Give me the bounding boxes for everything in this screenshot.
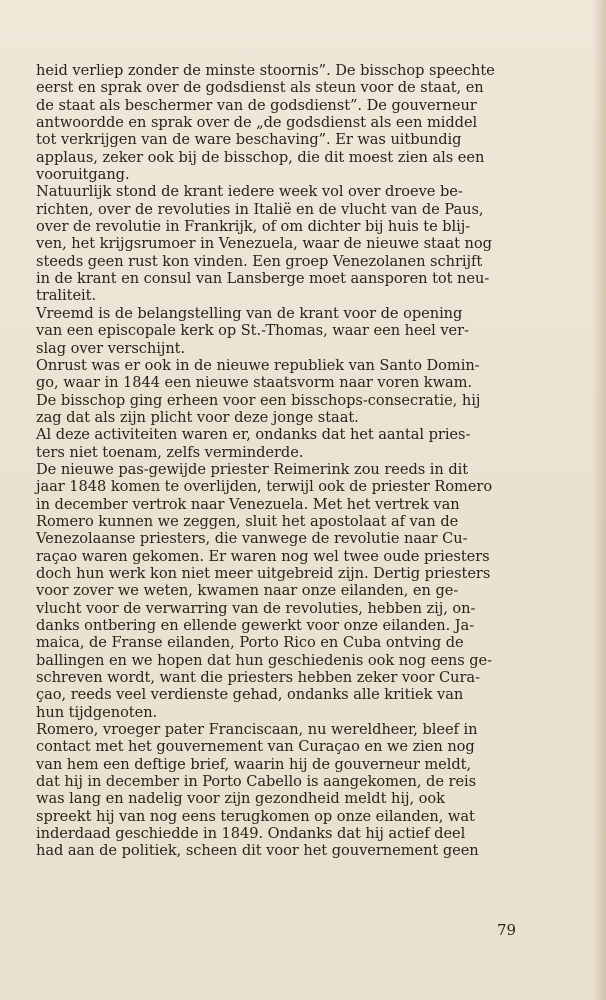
text-line: hun tijdgenoten.	[36, 703, 158, 721]
text-line: Romero kunnen we zeggen, sluit het apostolaat af van de	[36, 512, 459, 530]
text-line: vooruitgang.	[36, 166, 130, 184]
text-line: in de krant en consul van Lansberge moet aansporen tot neu-	[36, 270, 490, 288]
text-line: Natuurlijk stond de krant iedere week vol over droeve be-	[36, 183, 463, 201]
text-line: had aan de politiek, scheen dit voor het gouvernement geen	[36, 842, 479, 860]
text-line: antwoordde en sprak over de „de godsdienst als een middel	[36, 114, 478, 132]
text-line: contact met het gouvernement van Curaçao en we zien nog	[36, 738, 475, 756]
text-line: danks ontbering en ellende gewerkt voor onze eilanden. Ja-	[36, 617, 475, 634]
text-line: van hem een deftige brief, waarin hij de gouverneur meldt,	[36, 755, 472, 773]
text-line: Romero, vroeger pater Franciscaan, nu wereldheer, bleef in	[36, 721, 478, 739]
text-line: ters niet toenam, zelfs verminderde.	[36, 443, 304, 461]
text-line: slag over verschijnt.	[36, 339, 186, 357]
text-line: maica, de Franse eilanden, Porto Rico en Cuba ontving de	[36, 634, 464, 652]
body-text	[36, 62, 523, 860]
text-line: raçao waren gekomen. Er waren nog wel twee oude priesters	[36, 547, 490, 565]
text-line: vlucht voor de verwarring van de revoluties, hebben zij, on-	[36, 599, 476, 617]
text-line: Onrust was er ook in de nieuwe republiek van Santo Domin-	[36, 356, 480, 374]
text-line: doch hun werk kon niet meer uitgebreid zijn. Dertig priesters	[36, 564, 491, 582]
text-line: çao, reeds veel verdienste gehad, ondanks alle kritiek van	[36, 686, 464, 704]
text-line: applaus, zeker ook bij de bisschop, die dit moest zien als een	[36, 148, 485, 166]
text-line: van een episcopale kerk op St.-Thomas, waar een heel ver-	[36, 322, 469, 340]
text-line: ven, het krijgsrumoer in Venezuela, waar de nieuwe staat nog	[36, 235, 492, 253]
page-number: 79	[497, 921, 517, 939]
text-line: was lang en nadelig voor zijn gezondheid meldt hij, ook	[36, 790, 445, 808]
text-line: spreekt hij van nog eens terugkomen op onze eilanden, wat	[36, 807, 475, 825]
text-line: Al deze activiteiten waren er, ondanks dat het aantal pries-	[36, 426, 471, 444]
page-edge-shadow	[592, 0, 606, 1000]
text-line: zag dat als zijn plicht voor deze jonge staat.	[36, 408, 359, 426]
text-line: go, waar in 1844 een nieuwe staatsvorm naar voren kwam.	[36, 374, 473, 392]
text-line: richten, over de revoluties in Italië en de vlucht van de Paus,	[36, 200, 484, 218]
text-line: ballingen en we hopen dat hun geschiedenis ook nog eens ge-	[36, 651, 492, 669]
text-line: heid verliep zonder de minste stoornis”. De bisschop speechte	[36, 62, 495, 79]
text-line: in december vertrok naar Venezuela. Met het vertrek van	[36, 495, 460, 513]
text-line: steeds geen rust kon vinden. Een groep Venezolanen schrijft	[36, 252, 483, 270]
text-line: Venezolaanse priesters, die vanwege de revolutie naar Cu-	[36, 530, 468, 548]
text-line: voor zover we weten, kwamen naar onze eilanden, en ge-	[36, 582, 459, 600]
text-line: dat hij in december in Porto Cabello is aangekomen, de reis	[36, 773, 477, 791]
text-line: De nieuwe pas-gewijde priester Reimerink zou reeds in dit	[36, 460, 469, 478]
text-line: de staat als beschermer van de godsdienst”. De gouverneur	[36, 96, 477, 114]
text-line: tot verkrijgen van de ware beschaving”. Er was uitbundig	[36, 131, 462, 149]
text-line: inderdaad geschiedde in 1849. Ondanks dat hij actief deel	[36, 825, 466, 843]
text-line: jaar 1848 komen te overlijden, terwijl ook de priester Romero	[36, 478, 493, 496]
text-line: De bisschop ging erheen voor een bisschops-consecratie, hij	[36, 391, 481, 409]
text-line: traliteit.	[36, 287, 97, 305]
text-line: eerst en sprak over de godsdienst als steun voor de staat, en	[36, 79, 484, 97]
text-line: schreven wordt, want die priesters hebben zeker voor Cura-	[36, 669, 480, 687]
text-line: Vreemd is de belangstelling van de krant voor de opening	[36, 304, 463, 322]
text-line: over de revolutie in Frankrijk, of om dichter bij huis te blij-	[36, 218, 471, 236]
